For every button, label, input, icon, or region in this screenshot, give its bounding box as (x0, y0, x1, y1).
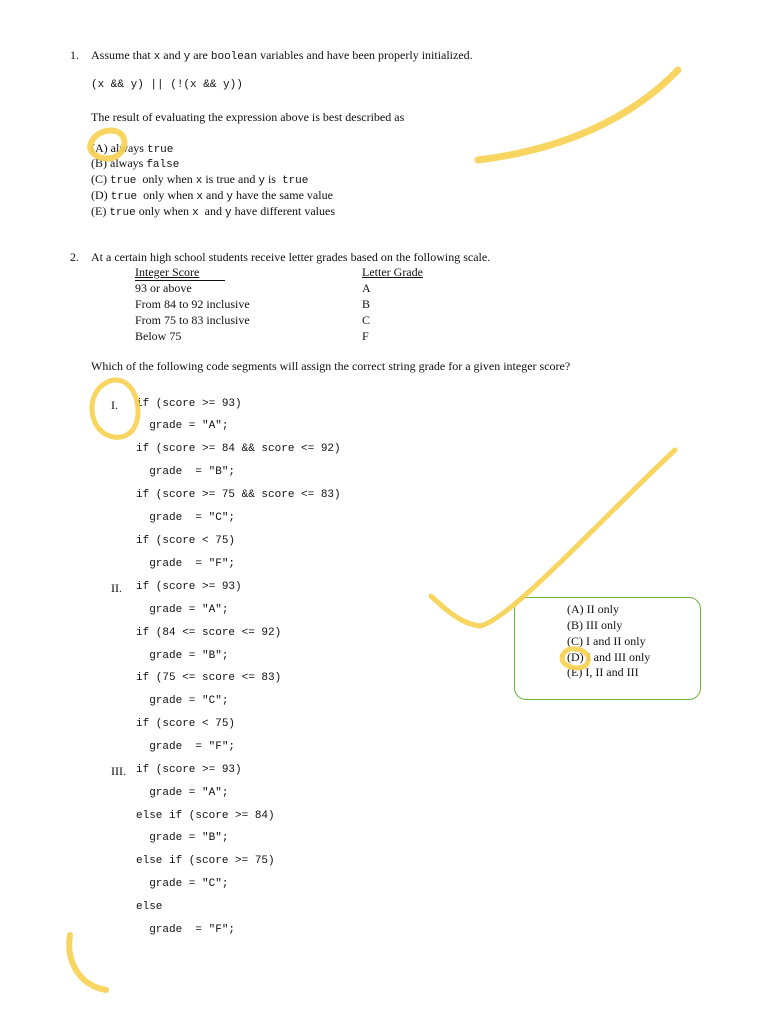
grade-table-header-score: Integer Score (135, 265, 200, 279)
code-line: grade = "C"; (136, 878, 229, 890)
q1-choice-a: (A) always true (91, 141, 174, 156)
q1-choice-b: (B) always false (91, 156, 180, 171)
code-line: if (score >= 93) (136, 398, 242, 410)
bottom-check-mark (69, 935, 106, 990)
code-line: grade = "B"; (136, 466, 236, 478)
answer-choice-c: (C) I and II only (567, 634, 646, 648)
code-line: if (score >= 93) (136, 764, 242, 776)
q2-number: 2. (70, 250, 79, 264)
grade-table-score: Below 75 (135, 329, 182, 343)
code-line: if (84 <= score <= 92) (136, 627, 282, 639)
q1-choice-e: (E) true only when x and y have different values (91, 204, 336, 219)
code-line: grade = "F"; (136, 741, 236, 753)
answer-choice-b: (B) III only (567, 618, 623, 632)
segment-numeral: I. (111, 398, 118, 412)
code-line: grade = "A"; (136, 787, 229, 799)
grade-table-letter: C (362, 313, 371, 327)
answer-choice-d: (D) I and III only (567, 650, 651, 664)
q1-expression: (x && y) || (!(x && y)) (91, 79, 243, 91)
q2-prompt: Which of the following code segments will assign the correct string grade for a given integer score? (91, 359, 571, 373)
q1-stem: Assume that x and y are boolean variables and have been properly initialized. (91, 48, 473, 63)
grade-table-letter: A (362, 281, 371, 295)
code-line: if (score >= 84 && score <= 92) (136, 443, 341, 455)
answer-choice-e: (E) I, II and III (567, 665, 639, 679)
code-line: grade = "C"; (136, 512, 236, 524)
grade-table-score: From 75 to 83 inclusive (135, 313, 250, 327)
segment-numeral: III. (111, 764, 126, 778)
code-line: if (score < 75) (136, 535, 236, 547)
code-line: grade = "F"; (136, 558, 236, 570)
code-line: grade = "B"; (136, 650, 229, 662)
q2-stem: At a certain high school students receive letter grades based on the following scale. (91, 250, 491, 264)
code-line: grade = "F"; (136, 924, 236, 936)
code-line: grade = "A"; (136, 420, 229, 432)
segment-numeral: II. (111, 581, 122, 595)
q1-prompt: The result of evaluating the expression above is best described as (91, 110, 405, 124)
q1-choice-c: (C) true only when x is true and y is true (91, 172, 309, 187)
code-line: grade = "B"; (136, 832, 229, 844)
code-line: grade = "C"; (136, 695, 229, 707)
code-line: if (score >= 75 && score <= 83) (136, 489, 341, 501)
code-line: if (score >= 93) (136, 581, 242, 593)
grade-table-score: From 84 to 92 inclusive (135, 297, 250, 311)
code-line: else (136, 901, 163, 913)
code-line: else if (score >= 84) (136, 810, 275, 822)
code-line: else if (score >= 75) (136, 855, 275, 867)
grade-table-letter: F (362, 329, 369, 343)
q1-number: 1. (70, 48, 79, 62)
code-line: if (75 <= score <= 83) (136, 672, 282, 684)
grade-table-header-letter: Letter Grade (362, 265, 423, 279)
code-line: if (score < 75) (136, 718, 236, 730)
q1-choice-d: (D) true only when x and y have the same value (91, 188, 333, 203)
grade-table-score: 93 or above (135, 281, 192, 295)
grade-table-letter: B (362, 297, 371, 311)
q1-check-mark (478, 70, 678, 160)
answer-choice-a: (A) II only (567, 602, 619, 616)
code-line: grade = "A"; (136, 604, 229, 616)
